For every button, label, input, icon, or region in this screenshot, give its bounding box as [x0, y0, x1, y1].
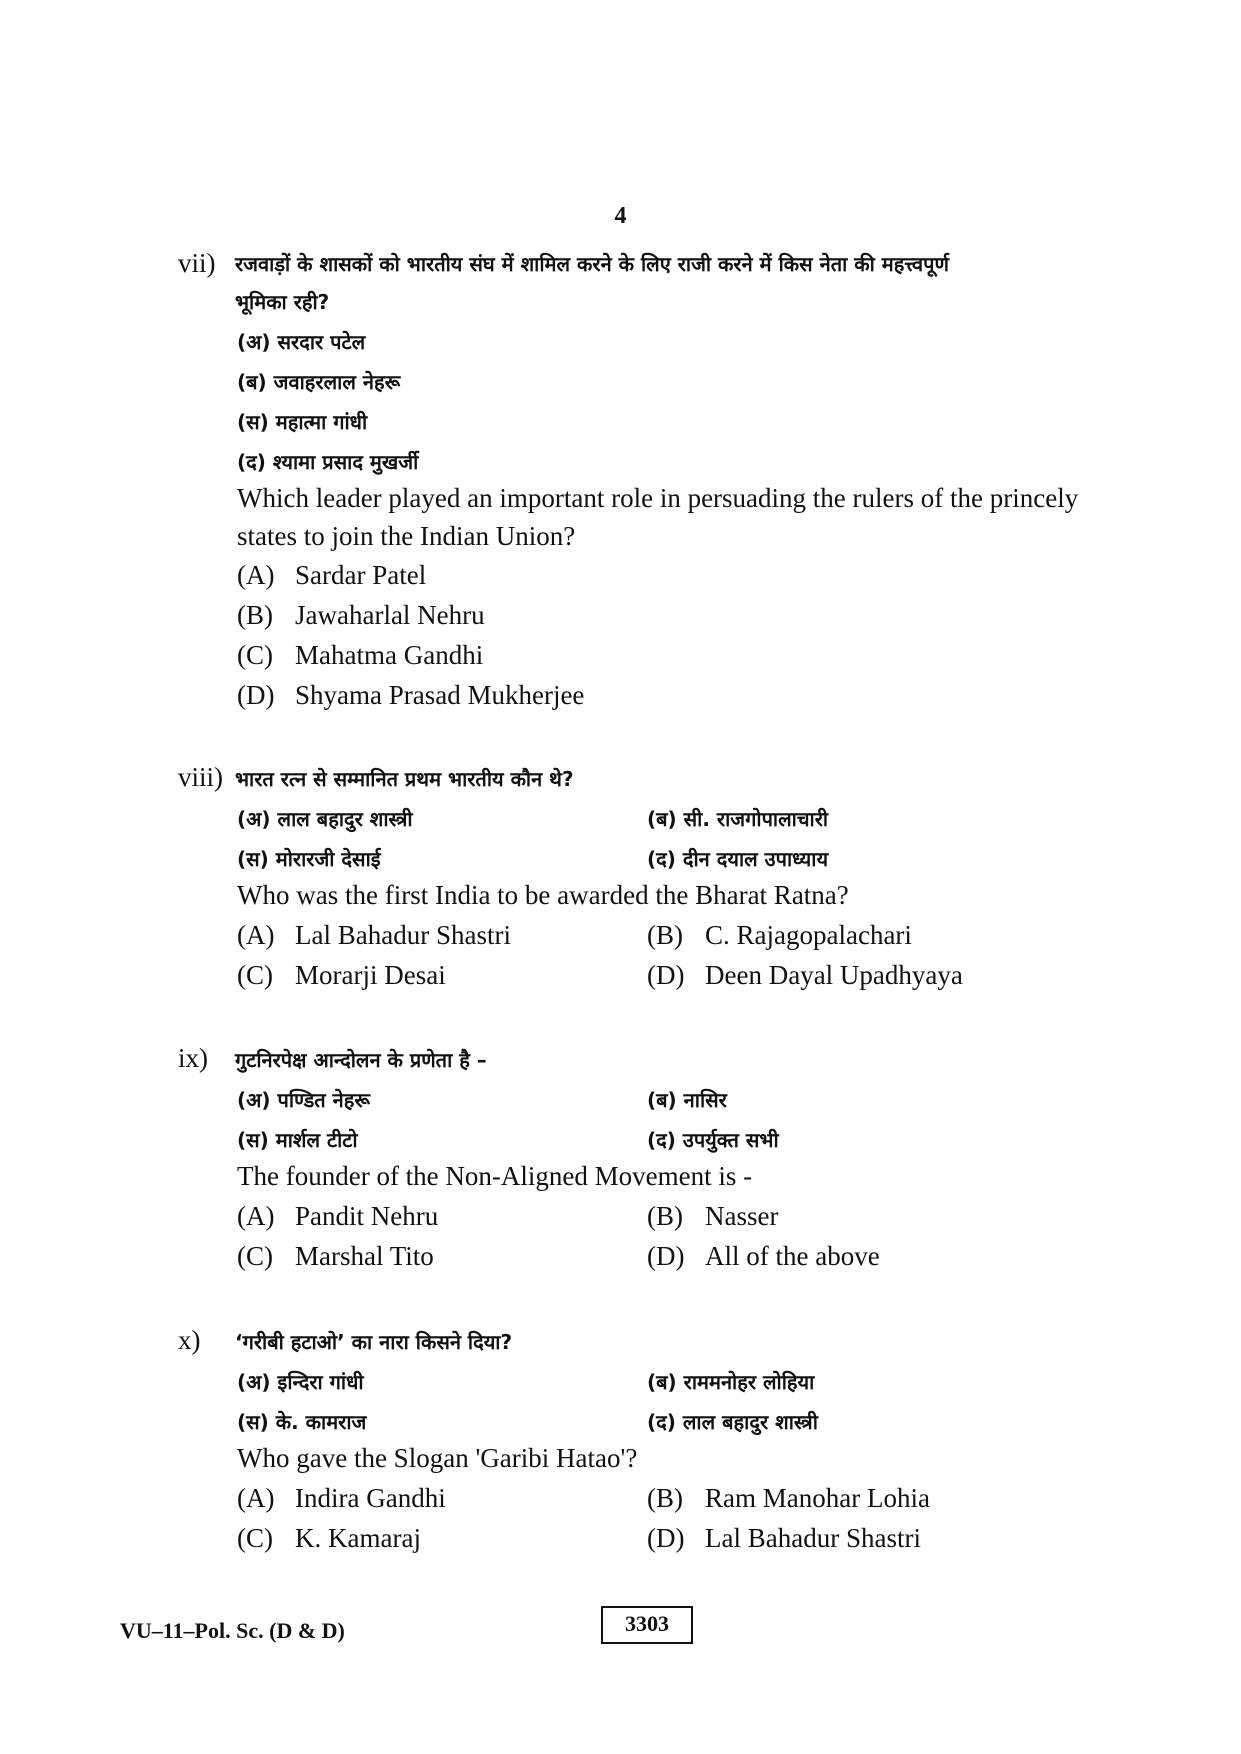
question-number: viii)	[178, 762, 223, 792]
hindi-option-a: (अ) लाल बहादुर शास्त्री	[237, 807, 413, 831]
option-text: Pandit Nehru	[295, 1201, 439, 1231]
hindi-option-c: (स) महात्मा गांधी	[237, 410, 368, 434]
english-option-d	[647, 960, 963, 991]
option-text: Lal Bahadur Shastri	[705, 1523, 921, 1553]
question-hindi-line1: रजवाड़ों के शासकों को भारतीय संघ में शामिल करने के लिए राजी करने में किस नेता की महत्त्वपूर्ण	[235, 252, 949, 276]
english-option-b	[647, 1201, 778, 1232]
question-number: x)	[178, 1325, 201, 1355]
option-label: (A)	[237, 560, 275, 590]
option-text: K. Kamaraj	[295, 1523, 421, 1553]
option-text: C. Rajagopalachari	[705, 920, 912, 950]
option-label: (B)	[237, 600, 273, 630]
option-label: (C)	[237, 1523, 273, 1553]
hindi-option-d: (द) श्यामा प्रसाद मुखर्जी	[237, 450, 419, 474]
option-text: Mahatma Gandhi	[295, 640, 484, 670]
option-text: Deen Dayal Upadhyaya	[705, 960, 963, 990]
question-hindi: भारत रत्न से सम्मानित प्रथम भारतीय कौन थे?	[235, 767, 574, 791]
option-text: Jawaharlal Nehru	[295, 600, 485, 630]
option-label: (A)	[237, 1483, 275, 1513]
option-label: (C)	[237, 1241, 273, 1271]
hindi-option-b: (ब) नासिर	[647, 1088, 727, 1112]
option-label: (A)	[237, 1201, 275, 1231]
english-option-b	[647, 1483, 930, 1514]
english-option-a	[237, 560, 426, 591]
option-label: (B)	[647, 1201, 683, 1231]
page-number: 4	[614, 203, 627, 229]
option-text: Marshal Tito	[295, 1241, 434, 1271]
option-text: All of the above	[705, 1241, 880, 1271]
option-text: Ram Manohar Lohia	[705, 1483, 930, 1513]
option-label: (A)	[237, 920, 275, 950]
english-option-b	[647, 920, 912, 951]
option-text: Lal Bahadur Shastri	[295, 920, 511, 950]
question-english-line2: states to join the Indian Union?	[237, 521, 576, 551]
english-option-b	[237, 600, 485, 631]
hindi-option-d: (द) उपर्युक्त सभी	[647, 1128, 779, 1152]
hindi-option-d: (द) दीन दयाल उपाध्याय	[647, 847, 829, 871]
english-option-a	[237, 920, 511, 951]
english-option-c	[237, 1241, 434, 1272]
english-option-d	[647, 1523, 921, 1554]
option-text: Morarji Desai	[295, 960, 446, 990]
option-text: Shyama Prasad Mukherjee	[295, 680, 585, 710]
option-label: (D)	[237, 680, 275, 710]
english-option-c	[237, 960, 446, 991]
option-text: Nasser	[705, 1201, 779, 1231]
hindi-option-d: (द) लाल बहादुर शास्त्री	[647, 1410, 818, 1434]
hindi-option-a: (अ) इन्दिरा गांधी	[237, 1370, 364, 1394]
option-label: (B)	[647, 920, 683, 950]
paper-code: VU–11–Pol. Sc. (D & D)	[120, 1618, 345, 1643]
question-english: The founder of the Non-Aligned Movement is -	[237, 1161, 753, 1191]
question-number: vii)	[178, 248, 216, 278]
option-label: (D)	[647, 1241, 685, 1271]
hindi-option-a: (अ) पण्डित नेहरू	[237, 1088, 370, 1112]
option-label: (C)	[237, 640, 273, 670]
hindi-option-c: (स) मार्शल टीटो	[237, 1128, 358, 1152]
option-text: Sardar Patel	[295, 560, 427, 590]
option-label: (C)	[237, 960, 273, 990]
option-text: Indira Gandhi	[295, 1483, 446, 1513]
option-label: (D)	[647, 1523, 685, 1553]
english-option-a	[237, 1201, 438, 1232]
question-hindi: गुटनिरपेक्ष आन्दोलन के प्रणेता है –	[235, 1048, 487, 1072]
option-label: (B)	[647, 1483, 683, 1513]
english-option-c	[237, 1523, 421, 1554]
question-english-line1: Which leader played an important role in persuading the rulers of the princely	[237, 483, 1079, 513]
hindi-option-a: (अ) सरदार पटेल	[237, 330, 366, 354]
english-option-a	[237, 1483, 446, 1514]
hindi-option-b: (ब) राममनोहर लोहिया	[647, 1370, 815, 1394]
option-label: (D)	[647, 960, 685, 990]
question-english: Who was the first India to be awarded the Bharat Ratna?	[237, 880, 849, 910]
english-option-c	[237, 640, 483, 671]
hindi-option-b: (ब) सी. राजगोपालाचारी	[647, 807, 829, 831]
question-hindi: ‘गरीबी हटाओ’ का नारा किसने दिया?	[235, 1330, 513, 1354]
question-number: ix)	[178, 1043, 208, 1073]
hindi-option-c: (स) मोरारजी देसाई	[237, 847, 381, 871]
hindi-option-b: (ब) जवाहरलाल नेहरू	[237, 370, 401, 394]
english-option-d	[237, 680, 584, 711]
question-hindi-line2: भूमिका रही?	[235, 290, 330, 314]
question-english: Who gave the Slogan 'Garibi Hatao'?	[237, 1443, 638, 1473]
english-option-d	[647, 1241, 880, 1272]
hindi-option-c: (स) के. कामराज	[237, 1410, 367, 1434]
paper-number-box: 3303	[601, 1606, 693, 1644]
